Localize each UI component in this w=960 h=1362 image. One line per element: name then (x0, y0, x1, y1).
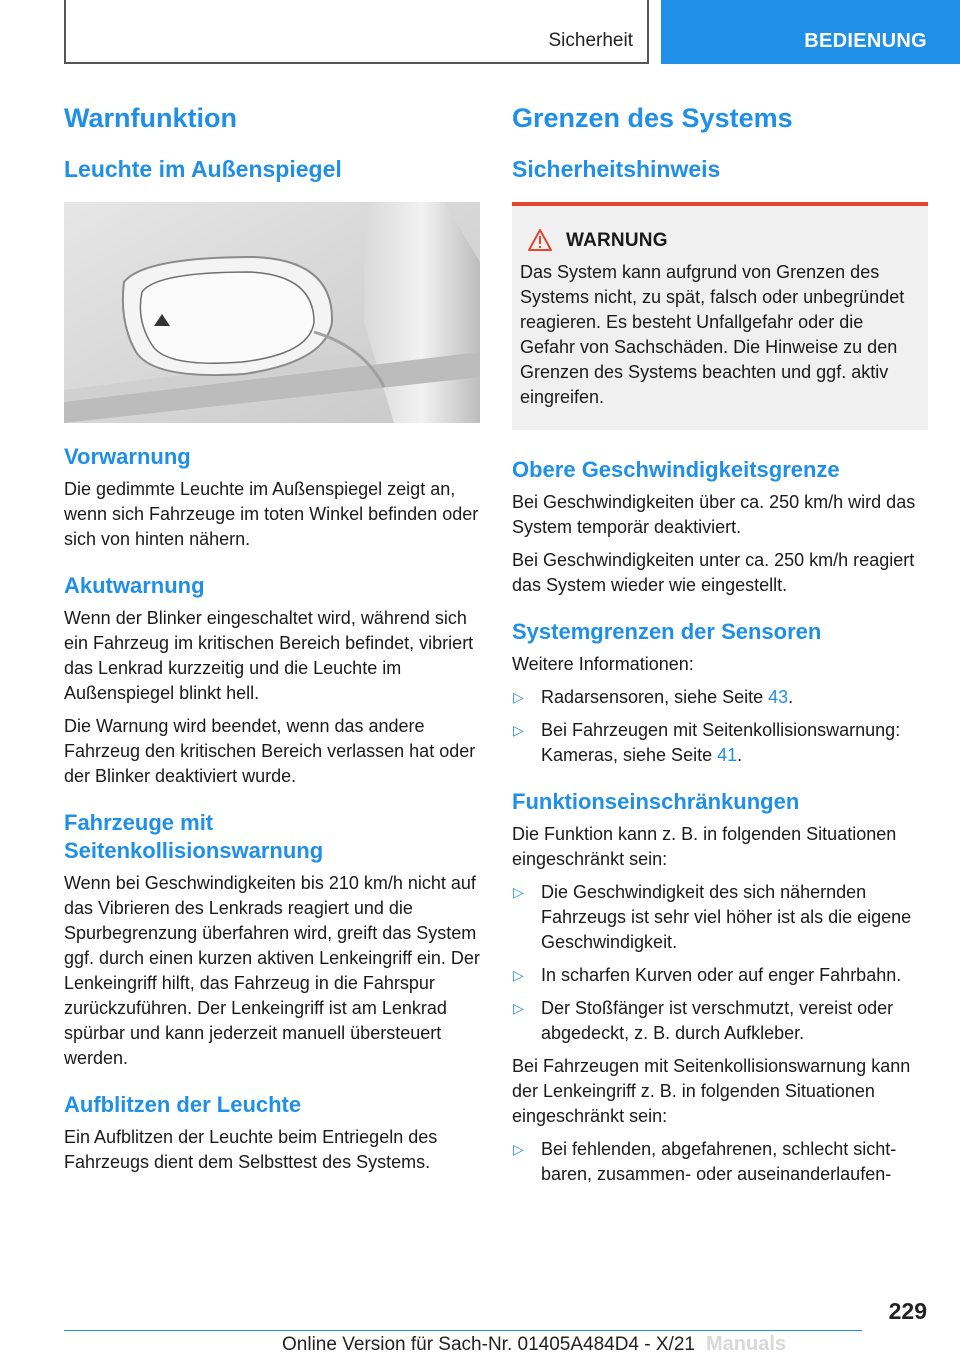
triangle-bullet-icon: ▷ (513, 689, 524, 705)
warning-box (512, 206, 928, 430)
mirror-illustration (64, 202, 480, 423)
heading-aufblitzen: Aufblitzen der Leuchte (64, 1092, 302, 1117)
warning-text: Das System kann aufgrund von Grenzen des Systems nicht, zu spät, falsch oder unbegründet reagieren. Es besteht Unfallgefahr oder die Gefahr von Sachschäden. Die Hinweise zu den Grenzen des Systems beachten und ggf. aktiv eingreifen. (520, 262, 905, 407)
heading-seitenkollision-line1: Fahrzeuge mit (64, 810, 214, 835)
text-obere-2: Bei Geschwindigkeiten unter ca. 250 km/h reagiert das System wieder wie eingestellt. (512, 550, 915, 595)
einschraenkungen-list-2 (512, 1137, 928, 1187)
warning-label: WARNUNG (566, 230, 668, 251)
list-item (512, 685, 928, 710)
list-item (512, 718, 928, 768)
heading-obere-grenze: Obere Geschwindigkeitsgrenze (512, 457, 840, 482)
heading-akutwarnung: Akutwarnung (64, 573, 205, 598)
warning-header (520, 228, 920, 254)
text-akutwarnung-1: Wenn der Blinker eingeschaltet wird, während sich ein Fahrzeug im kritischen Bereich befindet, vibriert das Lenkrad kurzzeitig und die Leuchte im Außenspiegel blinkt hell. (64, 608, 474, 703)
text-sensoren-intro: Weitere Informationen: (512, 654, 694, 674)
page-link-43[interactable]: 43 (768, 687, 789, 707)
text-vorwarnung: Die gedimmte Leuchte im Außenspiegel zeigt an, wenn sich Fahrzeuge im toten Winkel befinden oder sich von hinten nähern. (64, 479, 479, 549)
right-column (512, 100, 928, 1195)
heading-einschraenkungen: Funktionseinschränkungen (512, 789, 800, 814)
list-item-text: Radarsensoren, siehe Seite (541, 687, 769, 707)
footer-online-version: Online Version für Sach-Nr. 01405A484D4 - X/21 (282, 1334, 695, 1355)
page-title-warnfunktion: Warnfunktion (64, 103, 237, 133)
triangle-bullet-icon: ▷ (513, 967, 524, 983)
triangle-bullet-icon: ▷ (513, 722, 524, 738)
text-seitenkollision: Wenn bei Geschwindigkeiten bis 210 km/h nicht auf das Vibrieren des Lenkrads reagiert und die Spurbegrenzung überfahren wird, greift das System ggf. durch einen kurzen aktiven Lenkeingriff ein. Der Lenkeingriff hilft, das Fahrzeug in die Fahrspur zurückzuführen. Der Lenkeingriff ist am Lenkrad spürbar und kann jederzeit manuell übersteuert werden. (64, 873, 480, 1068)
left-column (64, 100, 480, 1183)
list-item (512, 963, 928, 988)
header-section-label: Sicherheit (548, 30, 633, 51)
list-item-end: . (737, 745, 743, 765)
subtitle-leuchte: Leuchte im Außenspiegel (64, 156, 342, 182)
list-item-text: Der Stoßfänger ist verschmutzt, vereist oder abgedeckt, z. B. durch Aufkleber. (541, 998, 894, 1043)
header-section-tab (64, 0, 649, 64)
list-item-text: Bei fehlenden, abgefahrenen, schlecht sichtbaren, zusammen- oder auseinanderlaufen- (541, 1139, 897, 1184)
einschraenkungen-list (512, 880, 928, 1046)
list-item (512, 996, 928, 1046)
list-item (512, 880, 928, 955)
list-item-text: In scharfen Kurven oder auf enger Fahrbahn. (541, 965, 902, 985)
list-item-text: Bei Fahrzeugen mit Seitenkollisionswarnung: Kameras, siehe Seite (541, 720, 901, 765)
triangle-bullet-icon: ▷ (513, 1000, 524, 1016)
text-einschraenkungen-intro2: Bei Fahrzeugen mit Seitenkollisionswarnung kann der Lenkeingriff z. B. in folgenden Situationen eingeschränkt sein: (512, 1056, 911, 1126)
page-title-grenzen: Grenzen des Systems (512, 103, 793, 133)
warning-triangle-icon (520, 228, 560, 254)
text-aufblitzen: Ein Aufblitzen der Leuchte beim Entriegeln des Fahrzeugs dient dem Selbsttest des Systems. (64, 1127, 438, 1172)
footer-rule (64, 1330, 862, 1331)
text-akutwarnung-2: Die Warnung wird beendet, wenn das andere Fahrzeug den kritischen Bereich verlassen hat oder der Blinker deaktiviert wurde. (64, 716, 476, 786)
header-chapter-label: BEDIENUNG (804, 30, 927, 52)
heading-seitenkollision-line2: Seitenkollisionswarnung (64, 838, 324, 863)
list-item-end: . (788, 687, 794, 707)
footer-watermark: Manuals (706, 1333, 787, 1355)
subtitle-sicherheitshinweis: Sicherheitshinweis (512, 156, 721, 182)
heading-vorwarnung: Vorwarnung (64, 444, 191, 469)
sensoren-list (512, 685, 928, 768)
heading-seitenkollision (64, 809, 480, 865)
header-chapter-tab (661, 0, 960, 64)
triangle-bullet-icon: ▷ (513, 1141, 524, 1157)
heading-sensoren: Systemgrenzen der Sensoren (512, 619, 822, 644)
list-item (512, 1137, 928, 1187)
text-obere-1: Bei Geschwindigkeiten über ca. 250 km/h wird das System temporär deaktiviert. (512, 492, 916, 537)
triangle-bullet-icon: ▷ (513, 884, 524, 900)
list-item-text: Die Geschwindigkeit des sich nähernden Fahrzeugs ist sehr viel höher ist als die eigene Geschwindigkeit. (541, 882, 912, 952)
page-link-41[interactable]: 41 (717, 745, 738, 765)
text-einschraenkungen-intro: Die Funktion kann z. B. in folgenden Situationen eingeschränkt sein: (512, 824, 897, 869)
page-number: 229 (888, 1298, 927, 1324)
